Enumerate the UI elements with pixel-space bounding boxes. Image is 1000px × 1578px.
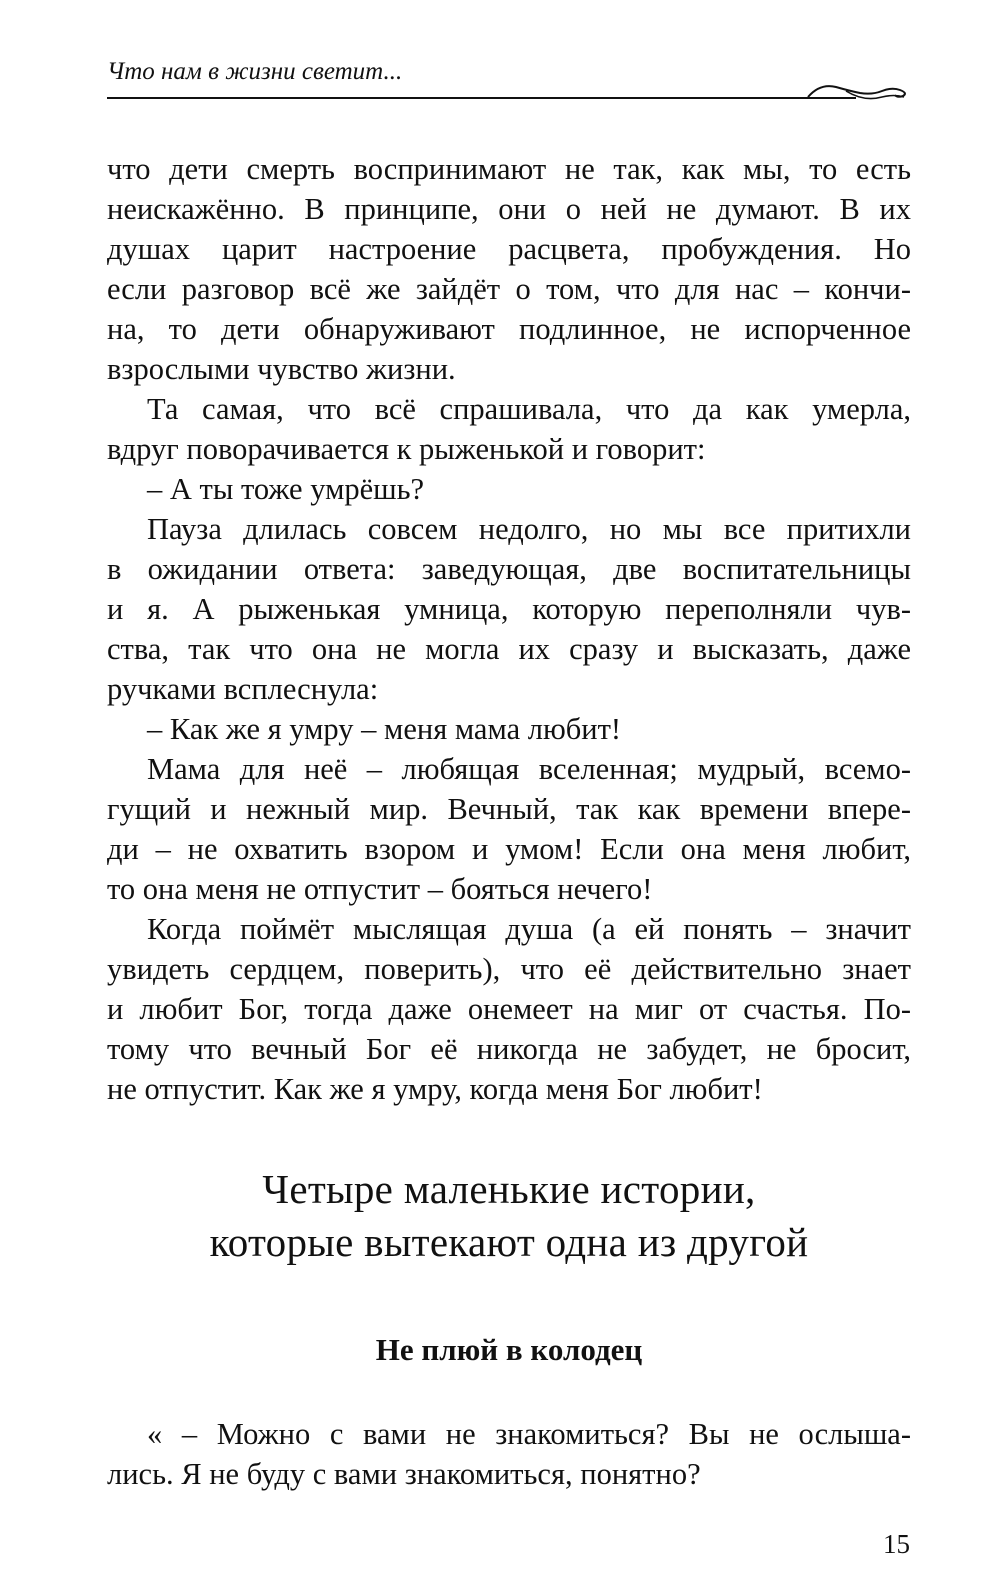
text-line: взрослыми чувство жизни.: [107, 352, 456, 386]
text-line: лись. Я не буду с вами знакомиться, понятно?: [107, 1457, 701, 1491]
text-line: и я. А рыженькая умница, которую переполняли чув-: [107, 592, 911, 626]
text-line: увидеть сердцем, поверить), что её действительно знает: [107, 952, 911, 986]
text-line: в ожидании ответа: заведующая, две воспитательницы: [107, 552, 911, 586]
text-line: ди – не охватить взором и умом! Если она меня любит,: [107, 832, 911, 866]
text-line: ства, так что она не могла их сразу и высказать, даже: [107, 632, 911, 666]
text-line: если разговор всё же зайдёт о том, что для нас – кончи-: [107, 272, 911, 306]
text-line: ручками всплеснула:: [107, 672, 379, 706]
chapter-heading-line-1: Четыре маленькие истории,: [262, 1166, 756, 1212]
flourish-ornament-icon: [806, 76, 912, 106]
running-title: Что нам в жизни светит...: [107, 58, 403, 85]
dialogue-line: – А ты тоже умрёшь?: [147, 472, 425, 506]
dialogue-line: – Как же я умру – меня мама любит!: [147, 712, 622, 746]
text-line: Мама для неё – любящая вселенная; мудрый, всемо-: [147, 752, 911, 786]
text-line: не отпустит. Как же я умру, когда меня Бог любит!: [107, 1072, 763, 1106]
text-line: неискажённо. В принципе, они о ней не думают. В их: [107, 192, 911, 226]
section-heading: Не плюй в колодец: [375, 1332, 643, 1367]
text-line: Когда поймёт мыслящая душа (а ей понять – значит: [147, 912, 911, 946]
text-line: Пауза длилась совсем недолго, но мы все притихли: [147, 512, 911, 546]
text-line: и любит Бог, тогда даже онемеет на миг от счастья. По-: [107, 992, 911, 1026]
text-line: гущий и нежный мир. Вечный, так как времени впере-: [107, 792, 911, 826]
text-line: то она меня не отпустит – бояться нечего!: [107, 872, 653, 906]
page-number: 15: [883, 1529, 910, 1559]
text-line: что дети смерть воспринимают не так, как мы, то есть: [107, 152, 911, 186]
text-line: « – Можно с вами не знакомиться? Вы не ослыша-: [147, 1417, 911, 1451]
text-line: вдруг поворачивается к рыженькой и говорит:: [107, 432, 706, 466]
text-line: на, то дети обнаруживают подлинное, не испорченное: [107, 312, 911, 346]
text-line: тому что вечный Бог её никогда не забудет, не бросит,: [107, 1032, 911, 1066]
header-rule: [107, 97, 807, 99]
text-line: Та самая, что всё спрашивала, что да как умерла,: [147, 392, 911, 426]
chapter-heading-line-2: которые вытекают одна из другой: [209, 1219, 809, 1265]
text-line: душах царит настроение расцвета, пробуждения. Но: [107, 232, 911, 266]
